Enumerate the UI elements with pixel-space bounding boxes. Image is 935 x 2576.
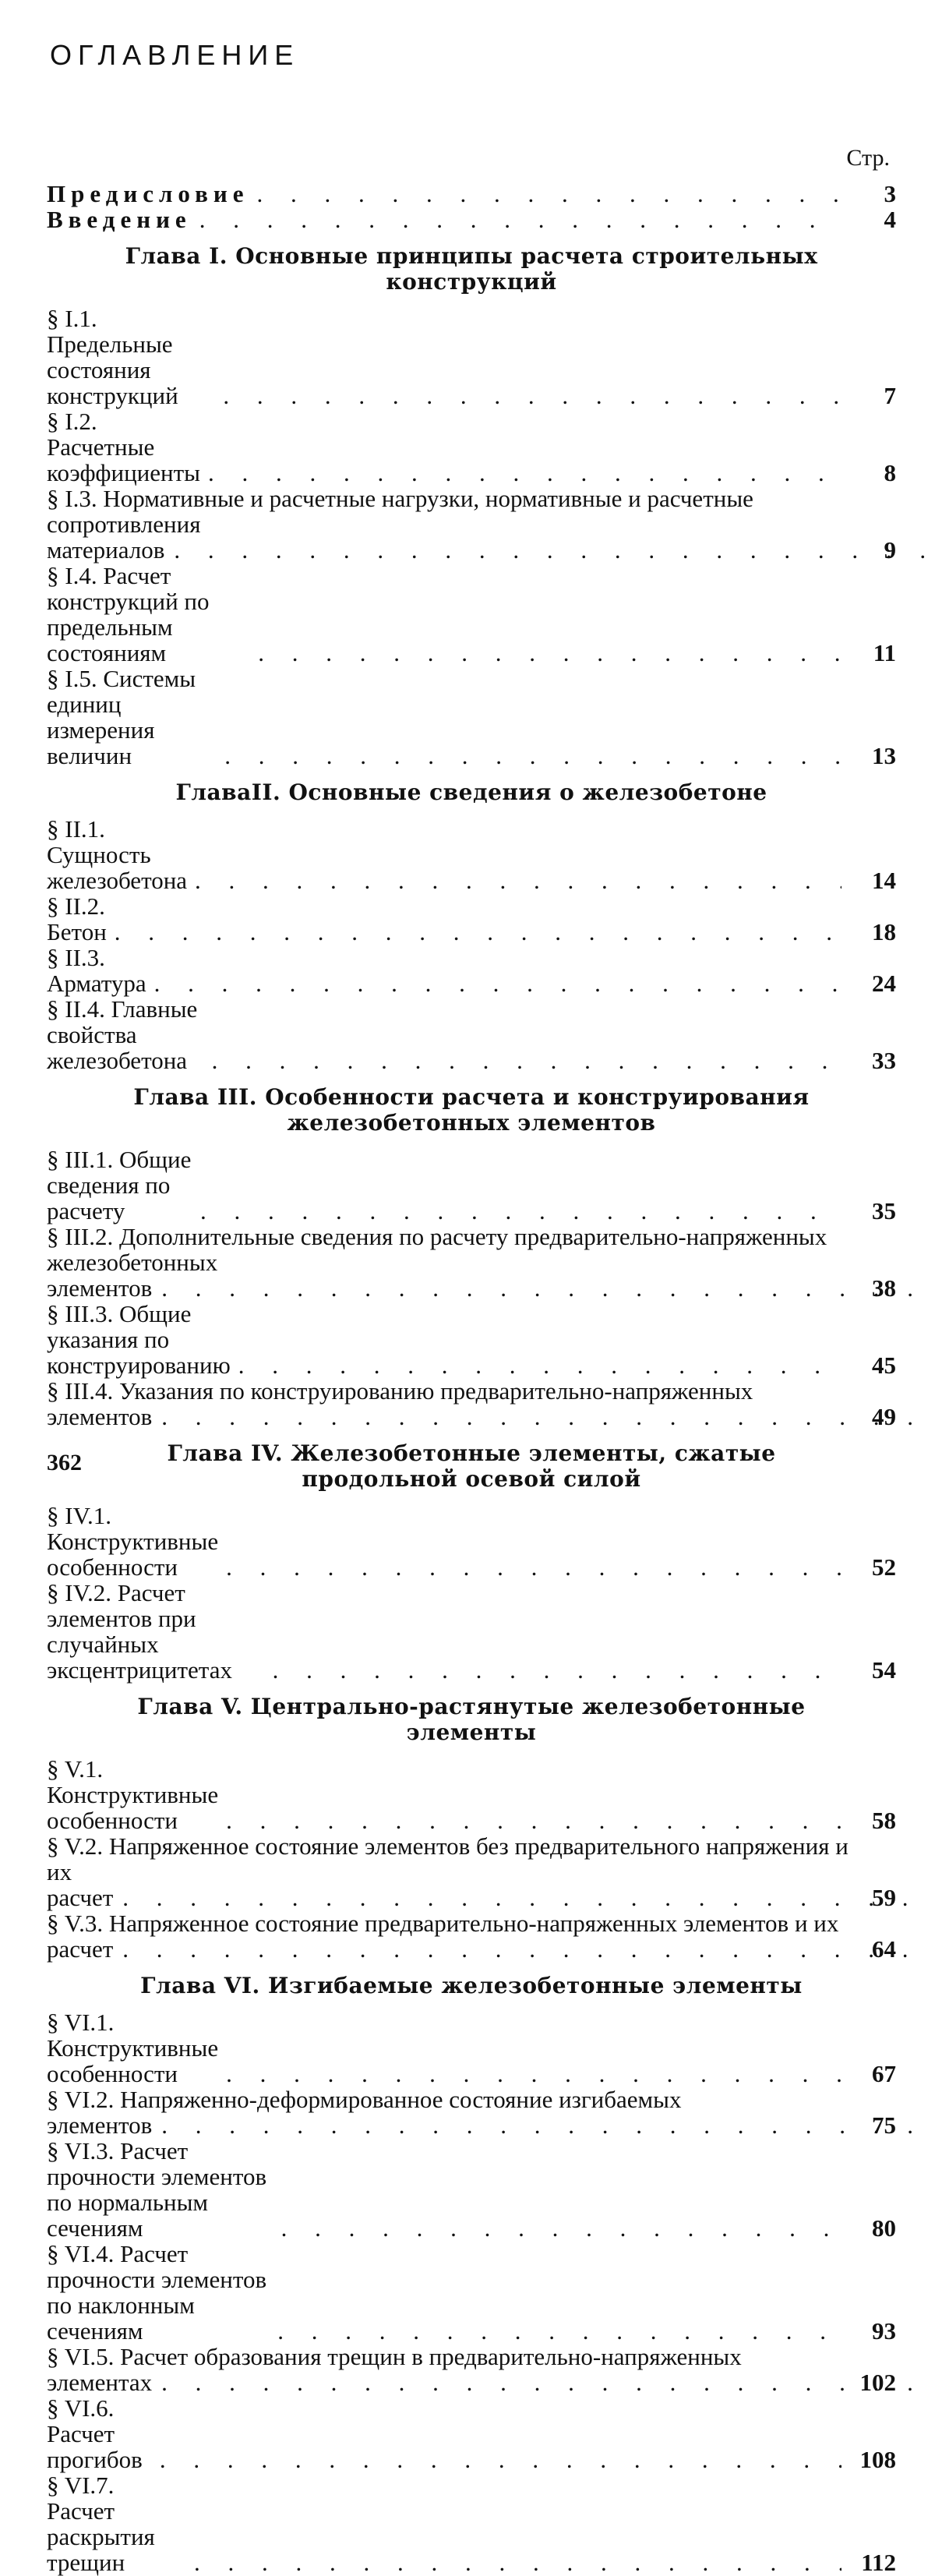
toc-entry-preface[interactable] — [47, 181, 896, 207]
toc-entry-text: § VI.6. Расчет прогибов — [47, 2394, 143, 2473]
leader-dots — [273, 1657, 842, 1683]
chapter-heading: Глава V. Центрально-растянутые железобетонные элементы — [137, 1694, 806, 1745]
leader-dots — [224, 743, 842, 769]
toc-entry-text: § VI.5. Расчет образования трещин в предварительно-напряженных элементах — [47, 2343, 742, 2396]
leader-dots — [226, 1807, 842, 1833]
leader-dots — [200, 1198, 842, 1224]
toc-entry-page: 52 — [872, 1553, 896, 1581]
toc-entry[interactable] — [47, 2395, 896, 2472]
toc-entry-text: § I.3. Нормативные и расчетные нагрузки, нормативные и расчетные сопротивления материалов — [47, 485, 753, 564]
chapter-heading: ГлаваII. Основные сведения о железобетоне — [175, 779, 767, 805]
table-of-contents — [47, 181, 896, 2575]
toc-entry[interactable] — [47, 1378, 896, 1429]
toc-entry[interactable] — [47, 2241, 896, 2344]
leader-dots — [277, 2318, 842, 2344]
leader-dots — [226, 1554, 842, 1580]
toc-entry-page: 11 — [873, 639, 896, 666]
leader-dots — [161, 1403, 935, 1430]
toc-entry-text: § VI.2. Напряженно-деформированное состояние изгибаемых элементов — [47, 2086, 682, 2139]
toc-entry[interactable] — [47, 1503, 896, 1580]
toc-entry-page: 33 — [872, 1047, 896, 1074]
toc-entry[interactable] — [47, 893, 896, 945]
toc-entry-text: § II.3. Арматура — [47, 944, 146, 997]
leader-dots — [208, 460, 842, 486]
toc-entry-text: § VI.1. Конструктивные особенности — [47, 2009, 219, 2087]
leader-dots — [160, 2447, 842, 2472]
toc-entry-text: § VI.4. Расчет прочности элементов по наклонным сечениям — [47, 2240, 267, 2345]
toc-entry-text: § VI.3. Расчет прочности элементов по нормальным сечениям — [47, 2137, 267, 2242]
leader-dots — [199, 207, 842, 232]
toc-entry[interactable] — [47, 996, 896, 1073]
toc-entry-page: 18 — [872, 918, 896, 945]
chapter-heading: Глава IV. Железобетонные элементы, сжатые продольной осевой силой — [167, 1440, 776, 1492]
toc-entry[interactable] — [47, 2009, 896, 2087]
toc-entry-page: 13 — [872, 742, 896, 769]
toc-entry-page: 45 — [872, 1352, 896, 1379]
toc-entry-text: § I.5. Системы единиц измерения величин — [47, 665, 196, 769]
toc-entry-text: § II.2. Бетон — [47, 892, 107, 945]
toc-entry-page: 93 — [872, 2317, 896, 2345]
toc-entry-page: 3 — [884, 180, 896, 207]
toc-entry[interactable] — [47, 945, 896, 996]
toc-entry-text: § I.1. Предельные состояния конструкций — [47, 305, 178, 409]
leader-dots — [212, 1048, 842, 1073]
toc-entry[interactable] — [47, 1756, 896, 1833]
toc-entry-page: 67 — [872, 2060, 896, 2087]
toc-entry[interactable] — [47, 563, 896, 666]
toc-entry[interactable] — [47, 1833, 896, 1910]
toc-entry-page: 9 — [884, 536, 896, 564]
chapter-heading: Глава III. Особенности расчета и конструирования железобетонных элементов — [133, 1084, 810, 1136]
toc-entry-text: § III.1. Общие сведения по расчету — [47, 1146, 192, 1224]
toc-entry-text: § V.3. Напряженное состояние предварительно-напряженных элементов и их расчет — [47, 1910, 839, 1963]
toc-entry-text: Введение — [47, 206, 192, 233]
toc-entry[interactable] — [47, 306, 896, 408]
toc-entry[interactable] — [47, 1910, 896, 1962]
leader-dots — [161, 2111, 935, 2139]
toc-entry-text: § III.2. Дополнительные сведения по расчету предварительно-напряженных железобетонных элементов — [47, 1223, 827, 1302]
toc-entry-page: 4 — [884, 206, 896, 233]
toc-entry-page: 14 — [872, 867, 896, 894]
toc-entry-page: 58 — [872, 1807, 896, 1834]
leader-dots — [223, 383, 842, 408]
toc-entry[interactable] — [47, 2138, 896, 2241]
toc-entry-page: 102 — [859, 2369, 896, 2396]
leader-dots — [258, 640, 842, 666]
toc-entry-text: § V.1. Конструктивные особенности — [47, 1755, 219, 1834]
toc-entry-text: § III.4. Указания по конструированию предварительно-напряженных элементов — [47, 1377, 753, 1430]
leader-dots — [161, 2369, 935, 2396]
chapter-heading: Глава VI. Изгибаемые железобетонные элементы — [140, 1973, 803, 1998]
toc-entry-page: 24 — [872, 970, 896, 997]
toc-entry-text: § II.1. Сущность железобетона — [47, 815, 188, 894]
leader-dots — [161, 1274, 935, 1302]
leader-dots — [174, 536, 935, 564]
toc-entry-page: 80 — [872, 2214, 896, 2242]
toc-entry-text: Предисловие — [47, 180, 249, 207]
page-title: ОГЛАВЛЕНИЕ — [50, 39, 300, 71]
toc-entry-text: § II.4. Главные свойства железобетона — [47, 995, 198, 1074]
toc-entry-page: 49 — [872, 1403, 896, 1430]
toc-entry-page: 54 — [872, 1656, 896, 1684]
toc-entry[interactable] — [47, 1301, 896, 1378]
toc-entry-introduction[interactable] — [47, 207, 896, 232]
leader-dots — [281, 2215, 842, 2241]
toc-entry-page: 75 — [872, 2111, 896, 2139]
chapter-heading: Глава I. Основные принципы расчета строительных конструкций — [125, 243, 818, 295]
toc-entry-text: § I.2. Расчетные коэффициенты — [47, 408, 200, 486]
toc-entry-page: 7 — [884, 382, 896, 409]
toc-entry-page: 112 — [861, 2549, 896, 2576]
footer-page-number: 362 — [47, 1450, 82, 1475]
toc-entry-page: 108 — [859, 2446, 896, 2473]
toc-entry-text: § IV.2. Расчет элементов при случайных эксцентрицитетах — [47, 1579, 232, 1684]
toc-entry[interactable] — [47, 816, 896, 893]
toc-entry-page: 64 — [872, 1935, 896, 1963]
toc-entry-page: 59 — [872, 1884, 896, 1911]
toc-entry[interactable] — [47, 2472, 896, 2575]
toc-entry-page: 38 — [872, 1274, 896, 1302]
toc-entry-page: 8 — [884, 459, 896, 486]
toc-entry[interactable] — [47, 1224, 896, 1301]
toc-entry-text: § I.4. Расчет конструкций по предельным состояниям — [47, 562, 210, 666]
leader-dots — [238, 1352, 842, 1378]
toc-entry-text: § VI.7. Расчет раскрытия трещин — [47, 2472, 155, 2576]
leader-dots — [195, 868, 842, 893]
toc-entry-text: § III.3. Общие указания по конструированию — [47, 1300, 231, 1379]
toc-entry-text: § IV.1. Конструктивные особенности — [47, 1502, 219, 1581]
toc-entry[interactable] — [47, 1580, 896, 1683]
toc-entry[interactable] — [47, 2344, 896, 2395]
page-column-label: Стр. — [846, 145, 890, 171]
toc-entry-page: 35 — [872, 1197, 896, 1224]
leader-dots — [122, 1884, 935, 1911]
toc-entry[interactable] — [47, 408, 896, 486]
leader-dots — [154, 970, 842, 996]
toc-entry-text: § V.2. Напряженное состояние элементов без предварительного напряжения и их расчет — [47, 1832, 849, 1911]
leader-dots — [115, 919, 842, 945]
toc-entry[interactable] — [47, 486, 896, 563]
leader-dots — [226, 2061, 842, 2087]
toc-entry[interactable] — [47, 1147, 896, 1224]
leader-dots — [257, 181, 842, 207]
leader-dots — [194, 2549, 842, 2575]
toc-entry[interactable] — [47, 2087, 896, 2138]
toc-entry[interactable] — [47, 666, 896, 769]
leader-dots — [122, 1935, 935, 1963]
